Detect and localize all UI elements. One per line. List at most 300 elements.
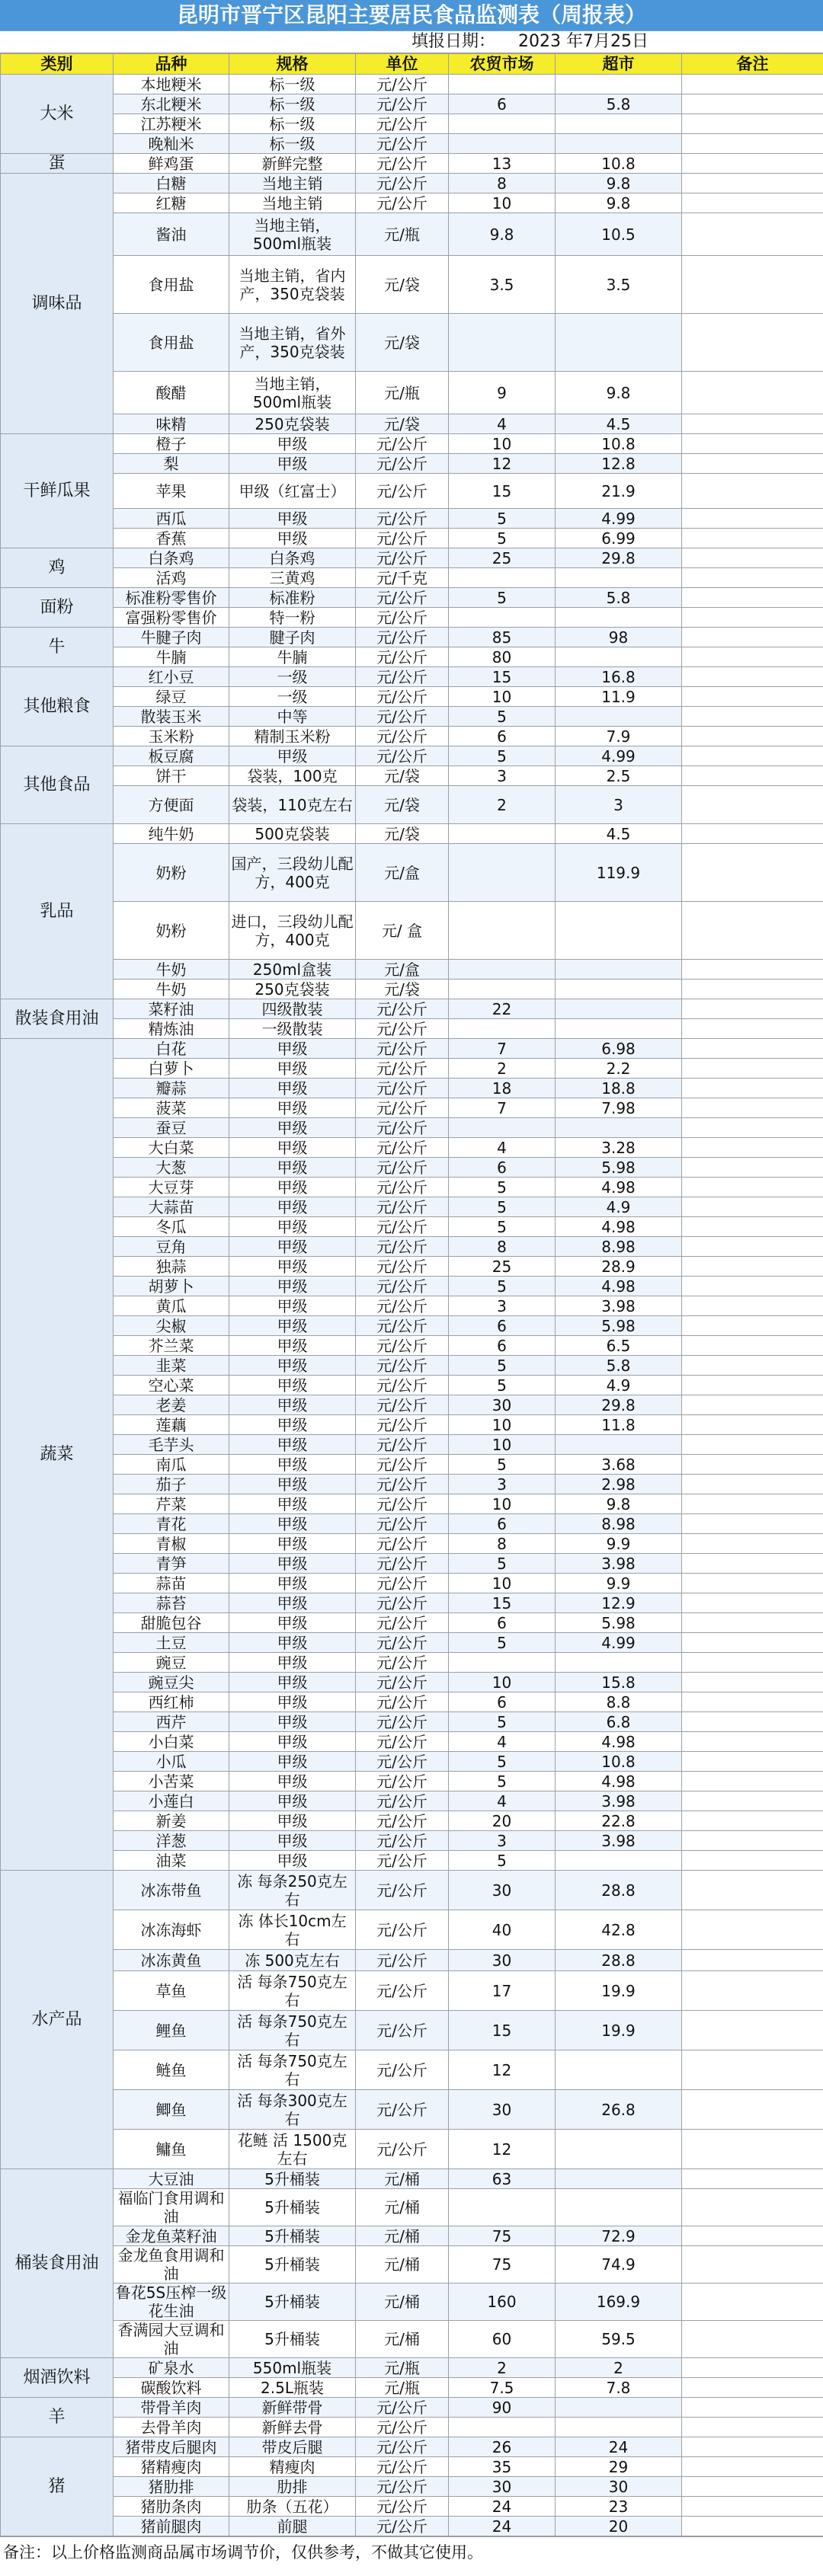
supermarket-price-cell	[556, 2050, 682, 2090]
supermarket-price-cell	[556, 2418, 682, 2437]
unit-cell: 元/公斤	[356, 1178, 449, 1197]
item-name-cell: 老姜	[114, 1395, 229, 1415]
note-cell	[682, 1415, 823, 1435]
spec-cell: 甲级	[229, 509, 356, 529]
supermarket-price-cell: 9.8	[556, 174, 682, 193]
header-spec: 规格	[229, 54, 356, 75]
header-item: 品种	[114, 54, 229, 75]
unit-cell: 元/袋	[356, 414, 449, 434]
unit-cell: 元/公斤	[356, 1197, 449, 1217]
spec-cell: 当地主销	[229, 193, 356, 213]
market-price-cell: 3	[449, 766, 556, 786]
spec-cell: 甲级	[229, 1574, 356, 1593]
supermarket-price-cell: 19.9	[556, 1971, 682, 2011]
unit-cell: 元/公斤	[356, 75, 449, 94]
header-unit: 单位	[356, 54, 449, 75]
unit-cell: 元/袋	[356, 824, 449, 844]
note-cell	[682, 134, 823, 154]
category-cell: 调味品	[1, 174, 114, 434]
item-name-cell: 小瓜	[114, 1752, 229, 1772]
table-row	[1, 2011, 823, 2050]
spec-cell: 国产，三段幼儿配方，400克	[229, 844, 356, 902]
table-row	[1, 75, 823, 94]
table-row	[1, 1356, 823, 1376]
table-row	[1, 1554, 823, 1574]
supermarket-price-cell: 30	[556, 2477, 682, 2497]
spec-cell: 花鲢 活 1500克左右	[229, 2130, 356, 2169]
category-cell: 乳品	[1, 824, 114, 999]
supermarket-price-cell	[556, 1653, 682, 1673]
item-name-cell: 去骨羊肉	[114, 2418, 229, 2437]
note-cell	[682, 628, 823, 647]
note-cell	[682, 1098, 823, 1118]
table-row	[1, 999, 823, 1019]
note-cell	[682, 2011, 823, 2050]
market-price-cell: 80	[449, 647, 556, 667]
supermarket-price-cell: 4.99	[556, 746, 682, 766]
unit-cell: 元/公斤	[356, 1712, 449, 1732]
market-price-cell: 8	[449, 1534, 556, 1554]
note-cell	[682, 2246, 823, 2284]
unit-cell: 元/公斤	[356, 1653, 449, 1673]
unit-cell: 元/公斤	[356, 1494, 449, 1514]
item-name-cell: 标准粉零售价	[114, 588, 229, 608]
supermarket-price-cell: 23	[556, 2497, 682, 2517]
note-cell	[682, 1039, 823, 1059]
spec-cell: 标一级	[229, 134, 356, 154]
item-name-cell: 大葱	[114, 1158, 229, 1178]
table-row	[1, 2130, 823, 2169]
spec-cell: 甲级	[229, 1633, 356, 1653]
header-note: 备注	[682, 54, 823, 75]
market-price-cell: 30	[449, 2090, 556, 2130]
spec-cell: 甲级	[229, 1376, 356, 1395]
market-price-cell: 24	[449, 2497, 556, 2517]
unit-cell: 元/公斤	[356, 2477, 449, 2497]
table-row	[1, 1237, 823, 1257]
item-name-cell: 奶粉	[114, 902, 229, 960]
market-price-cell: 30	[449, 1871, 556, 1910]
spec-cell: 甲级	[229, 1098, 356, 1118]
note-cell	[682, 1831, 823, 1851]
market-price-cell: 18	[449, 1079, 556, 1098]
unit-cell: 元/公斤	[356, 999, 449, 1019]
table-row	[1, 509, 823, 529]
supermarket-price-cell: 9.8	[556, 193, 682, 213]
table-row	[1, 1395, 823, 1415]
market-price-cell: 30	[449, 2477, 556, 2497]
item-name-cell: 精炼油	[114, 1019, 229, 1039]
note-cell	[682, 256, 823, 314]
note-cell	[682, 1158, 823, 1178]
note-cell	[682, 786, 823, 824]
unit-cell: 元/公斤	[356, 1613, 449, 1633]
table-row	[1, 94, 823, 114]
item-name-cell: 小苦菜	[114, 1772, 229, 1791]
note-cell	[682, 2050, 823, 2090]
note-cell	[682, 94, 823, 114]
table-row	[1, 193, 823, 213]
market-price-cell: 15	[449, 2011, 556, 2050]
market-price-cell: 15	[449, 474, 556, 509]
note-cell	[682, 2457, 823, 2477]
unit-cell: 元/公斤	[356, 1217, 449, 1237]
spec-cell: 白条鸡	[229, 548, 356, 568]
table-row	[1, 687, 823, 707]
market-price-cell: 15	[449, 667, 556, 687]
market-price-cell: 12	[449, 454, 556, 474]
supermarket-price-cell: 28.8	[556, 1950, 682, 1971]
table-row	[1, 1732, 823, 1752]
unit-cell: 元/公斤	[356, 1732, 449, 1752]
spec-cell: 甲级	[229, 1277, 356, 1296]
supermarket-price-cell: 18.8	[556, 1079, 682, 1098]
note-cell	[682, 2130, 823, 2169]
note-cell	[682, 1910, 823, 1950]
supermarket-price-cell: 12.9	[556, 1593, 682, 1613]
item-name-cell: 菜籽油	[114, 999, 229, 1019]
spec-cell: 当地主销，500ml瓶装	[229, 213, 356, 256]
supermarket-price-cell: 7.9	[556, 727, 682, 746]
table-row	[1, 548, 823, 568]
table-row	[1, 667, 823, 687]
supermarket-price-cell: 4.98	[556, 1277, 682, 1296]
item-name-cell: 板豆腐	[114, 746, 229, 766]
table-row	[1, 1178, 823, 1197]
note-cell	[682, 1217, 823, 1237]
market-price-cell	[449, 980, 556, 999]
table-row	[1, 766, 823, 786]
table-row	[1, 902, 823, 960]
note-cell	[682, 1554, 823, 1574]
supermarket-price-cell	[556, 707, 682, 727]
spec-cell: 甲级	[229, 1336, 356, 1356]
item-name-cell: 瓣蒜	[114, 1079, 229, 1098]
unit-cell: 元/公斤	[356, 1811, 449, 1831]
note-cell	[682, 1138, 823, 1158]
table-row	[1, 1772, 823, 1791]
note-cell	[682, 1475, 823, 1494]
spec-cell: 5升桶装	[229, 2284, 356, 2321]
market-price-cell: 5	[449, 1633, 556, 1653]
supermarket-price-cell: 20	[556, 2517, 682, 2536]
table-row	[1, 2050, 823, 2090]
supermarket-price-cell: 3.98	[556, 1791, 682, 1811]
table-row	[1, 1653, 823, 1673]
unit-cell: 元/公斤	[356, 1475, 449, 1494]
table-row	[1, 154, 823, 174]
note-cell	[682, 509, 823, 529]
item-name-cell: 菠菜	[114, 1098, 229, 1118]
table-row	[1, 588, 823, 608]
table-row	[1, 1534, 823, 1554]
category-cell: 面粉	[1, 588, 114, 628]
table-row	[1, 1673, 823, 1692]
market-price-cell: 22	[449, 999, 556, 1019]
item-name-cell: 散装玉米	[114, 707, 229, 727]
supermarket-price-cell	[556, 1019, 682, 1039]
supermarket-price-cell: 3.28	[556, 1138, 682, 1158]
spec-cell: 特一粉	[229, 608, 356, 628]
unit-cell: 元/公斤	[356, 1851, 449, 1871]
market-price-cell: 15	[449, 1593, 556, 1613]
note-cell	[682, 1395, 823, 1415]
note-cell	[682, 1494, 823, 1514]
supermarket-price-cell: 7.8	[556, 2378, 682, 2398]
market-price-cell: 5	[449, 1217, 556, 1237]
note-cell	[682, 372, 823, 414]
note-cell	[682, 1059, 823, 1079]
category-cell: 干鲜瓜果	[1, 434, 114, 548]
unit-cell: 元/公斤	[356, 94, 449, 114]
market-price-cell: 3	[449, 1475, 556, 1494]
supermarket-price-cell: 15.8	[556, 1673, 682, 1692]
unit-cell: 元/公斤	[356, 1791, 449, 1811]
table-row	[1, 1158, 823, 1178]
spec-cell: 甲级	[229, 1197, 356, 1217]
spec-cell: 甲级	[229, 1217, 356, 1237]
spec-cell: 甲级	[229, 1554, 356, 1574]
spec-cell: 甲级	[229, 1356, 356, 1376]
supermarket-price-cell: 19.9	[556, 2011, 682, 2050]
table-row	[1, 1455, 823, 1475]
supermarket-price-cell: 5.8	[556, 588, 682, 608]
table-row	[1, 2358, 823, 2378]
market-price-cell: 6	[449, 94, 556, 114]
note-cell	[682, 2517, 823, 2536]
table-row	[1, 727, 823, 746]
item-name-cell: 尖椒	[114, 1316, 229, 1336]
supermarket-price-cell: 26.8	[556, 2090, 682, 2130]
spec-cell: 活 每条750克左右	[229, 1971, 356, 2011]
supermarket-price-cell: 2.2	[556, 1059, 682, 1079]
table-row	[1, 1197, 823, 1217]
spec-cell: 5升桶装	[229, 2246, 356, 2284]
table-row	[1, 414, 823, 434]
item-name-cell: 猪前腿肉	[114, 2517, 229, 2536]
date-line	[0, 31, 823, 53]
header-category: 类别	[1, 54, 114, 75]
spec-cell: 甲级	[229, 1534, 356, 1554]
category-cell: 鸡	[1, 548, 114, 588]
item-name-cell: 鲤鱼	[114, 2011, 229, 2050]
table-row	[1, 2398, 823, 2418]
item-name-cell: 蒜苗	[114, 1574, 229, 1593]
note-cell	[682, 608, 823, 628]
table-row	[1, 372, 823, 414]
note-cell	[682, 1772, 823, 1791]
item-name-cell: 酸醋	[114, 372, 229, 414]
table-row	[1, 1574, 823, 1593]
table-body	[1, 75, 823, 2536]
spec-cell: 甲级	[229, 1039, 356, 1059]
report-title: 昆明市晋宁区昆阳主要居民食品监测表（周报表）	[0, 0, 823, 31]
spec-cell: 甲级	[229, 1831, 356, 1851]
market-price-cell: 3	[449, 1296, 556, 1316]
item-name-cell: 牛腩	[114, 647, 229, 667]
market-price-cell: 7	[449, 1098, 556, 1118]
unit-cell: 元/桶	[356, 2169, 449, 2189]
table-row	[1, 1633, 823, 1653]
item-name-cell: 豌豆	[114, 1653, 229, 1673]
spec-cell: 550ml瓶装	[229, 2358, 356, 2378]
item-name-cell: 红糖	[114, 193, 229, 213]
item-name-cell: 食用盐	[114, 314, 229, 372]
table-row	[1, 2226, 823, 2246]
market-price-cell: 5	[449, 1277, 556, 1296]
note-cell	[682, 1514, 823, 1534]
market-price-cell	[449, 1118, 556, 1138]
item-name-cell: 香蕉	[114, 529, 229, 548]
market-price-cell: 30	[449, 1950, 556, 1971]
item-name-cell: 福临门食用调和油	[114, 2189, 229, 2226]
supermarket-price-cell: 2.98	[556, 1475, 682, 1494]
note-cell	[682, 746, 823, 766]
table-row	[1, 2378, 823, 2398]
table-row	[1, 1712, 823, 1732]
spec-cell: 甲级	[229, 1475, 356, 1494]
market-price-cell: 5	[449, 1712, 556, 1732]
unit-cell: 元/公斤	[356, 1455, 449, 1475]
unit-cell: 元/公斤	[356, 1059, 449, 1079]
note-cell	[682, 213, 823, 256]
header-row	[1, 54, 823, 75]
unit-cell: 元/公斤	[356, 687, 449, 707]
item-name-cell: 冰冻黄鱼	[114, 1950, 229, 1971]
item-name-cell: 味精	[114, 414, 229, 434]
category-cell: 蛋	[1, 154, 114, 174]
market-price-cell	[449, 1019, 556, 1039]
supermarket-price-cell: 10.5	[556, 213, 682, 256]
item-name-cell: 大蒜苗	[114, 1197, 229, 1217]
market-price-cell: 6	[449, 1613, 556, 1633]
supermarket-price-cell: 29	[556, 2457, 682, 2477]
footer-note: 备注：以上价格监测商品属市场调节价，仅供参考，不做其它使用。	[0, 2536, 823, 2568]
table-row	[1, 980, 823, 999]
table-row	[1, 786, 823, 824]
spec-cell: 腱子肉	[229, 628, 356, 647]
table-row	[1, 2418, 823, 2437]
category-cell: 牛	[1, 628, 114, 667]
supermarket-price-cell: 169.9	[556, 2284, 682, 2321]
supermarket-price-cell: 11.9	[556, 687, 682, 707]
unit-cell: 元/公斤	[356, 1831, 449, 1851]
market-price-cell: 10	[449, 1574, 556, 1593]
unit-cell: 元/公斤	[356, 1138, 449, 1158]
table-row	[1, 824, 823, 844]
supermarket-price-cell: 9.8	[556, 372, 682, 414]
item-name-cell: 黄瓜	[114, 1296, 229, 1316]
note-cell	[682, 588, 823, 608]
market-price-cell	[449, 902, 556, 960]
supermarket-price-cell: 59.5	[556, 2321, 682, 2358]
table-row	[1, 1692, 823, 1712]
unit-cell: 元/公斤	[356, 1039, 449, 1059]
unit-cell: 元/公斤	[356, 1950, 449, 1971]
item-name-cell: 纯牛奶	[114, 824, 229, 844]
spec-cell: 牛腩	[229, 647, 356, 667]
item-name-cell: 白萝卜	[114, 1059, 229, 1079]
market-price-cell: 5	[449, 1772, 556, 1791]
category-cell: 桶装食用油	[1, 2169, 114, 2358]
market-price-cell: 8	[449, 1237, 556, 1257]
spec-cell: 甲级	[229, 1138, 356, 1158]
spec-cell: 甲级	[229, 529, 356, 548]
table-row	[1, 608, 823, 628]
note-cell	[682, 1732, 823, 1752]
spec-cell: 肋条（五花）	[229, 2497, 356, 2517]
table-row	[1, 707, 823, 727]
market-price-cell	[449, 314, 556, 372]
note-cell	[682, 1197, 823, 1217]
header-supermarket: 超市	[556, 54, 682, 75]
category-cell: 其他粮食	[1, 667, 114, 746]
spec-cell: 甲级	[229, 1811, 356, 1831]
supermarket-price-cell: 3.68	[556, 1455, 682, 1475]
note-cell	[682, 2378, 823, 2398]
unit-cell: 元/瓶	[356, 2358, 449, 2378]
market-price-cell: 4	[449, 1791, 556, 1811]
unit-cell: 元/公斤	[356, 2011, 449, 2050]
item-name-cell: 冰冻海虾	[114, 1910, 229, 1950]
spec-cell: 甲级	[229, 1118, 356, 1138]
supermarket-price-cell: 8.98	[556, 1237, 682, 1257]
header-market: 农贸市场	[449, 54, 556, 75]
spec-cell: 标一级	[229, 75, 356, 94]
market-price-cell: 6	[449, 1514, 556, 1534]
spec-cell: 甲级	[229, 1692, 356, 1712]
note-cell	[682, 1593, 823, 1613]
unit-cell: 元/公斤	[356, 1574, 449, 1593]
item-name-cell: 毛芋头	[114, 1435, 229, 1455]
spec-cell: 四级散装	[229, 999, 356, 1019]
item-name-cell: 矿泉水	[114, 2358, 229, 2378]
item-name-cell: 南瓜	[114, 1455, 229, 1475]
item-name-cell: 玉米粉	[114, 727, 229, 746]
market-price-cell: 6	[449, 1158, 556, 1178]
note-cell	[682, 1118, 823, 1138]
supermarket-price-cell: 10.8	[556, 1752, 682, 1772]
unit-cell: 元/公斤	[356, 454, 449, 474]
note-cell	[682, 1971, 823, 2011]
item-name-cell: 大豆芽	[114, 1178, 229, 1197]
market-price-cell	[449, 114, 556, 134]
item-name-cell: 小莲白	[114, 1791, 229, 1811]
note-cell	[682, 1079, 823, 1098]
spec-cell: 甲级	[229, 1851, 356, 1871]
unit-cell: 元/公斤	[356, 1296, 449, 1316]
table-row	[1, 314, 823, 372]
market-price-cell	[449, 1653, 556, 1673]
spec-cell: 甲级	[229, 434, 356, 454]
note-cell	[682, 844, 823, 902]
item-name-cell: 大豆油	[114, 2169, 229, 2189]
unit-cell: 元/公斤	[356, 727, 449, 746]
supermarket-price-cell: 5.98	[556, 1158, 682, 1178]
item-name-cell: 冬瓜	[114, 1217, 229, 1237]
table-row	[1, 529, 823, 548]
unit-cell: 元/瓶	[356, 2378, 449, 2398]
item-name-cell: 鲁花5S压榨一级花生油	[114, 2284, 229, 2321]
unit-cell: 元/公斤	[356, 1376, 449, 1395]
table-row	[1, 1098, 823, 1118]
note-cell	[682, 454, 823, 474]
item-name-cell: 芥兰菜	[114, 1336, 229, 1356]
item-name-cell: 绿豆	[114, 687, 229, 707]
unit-cell: 元/公斤	[356, 2457, 449, 2477]
unit-cell: 元/公斤	[356, 608, 449, 628]
table-row	[1, 174, 823, 193]
